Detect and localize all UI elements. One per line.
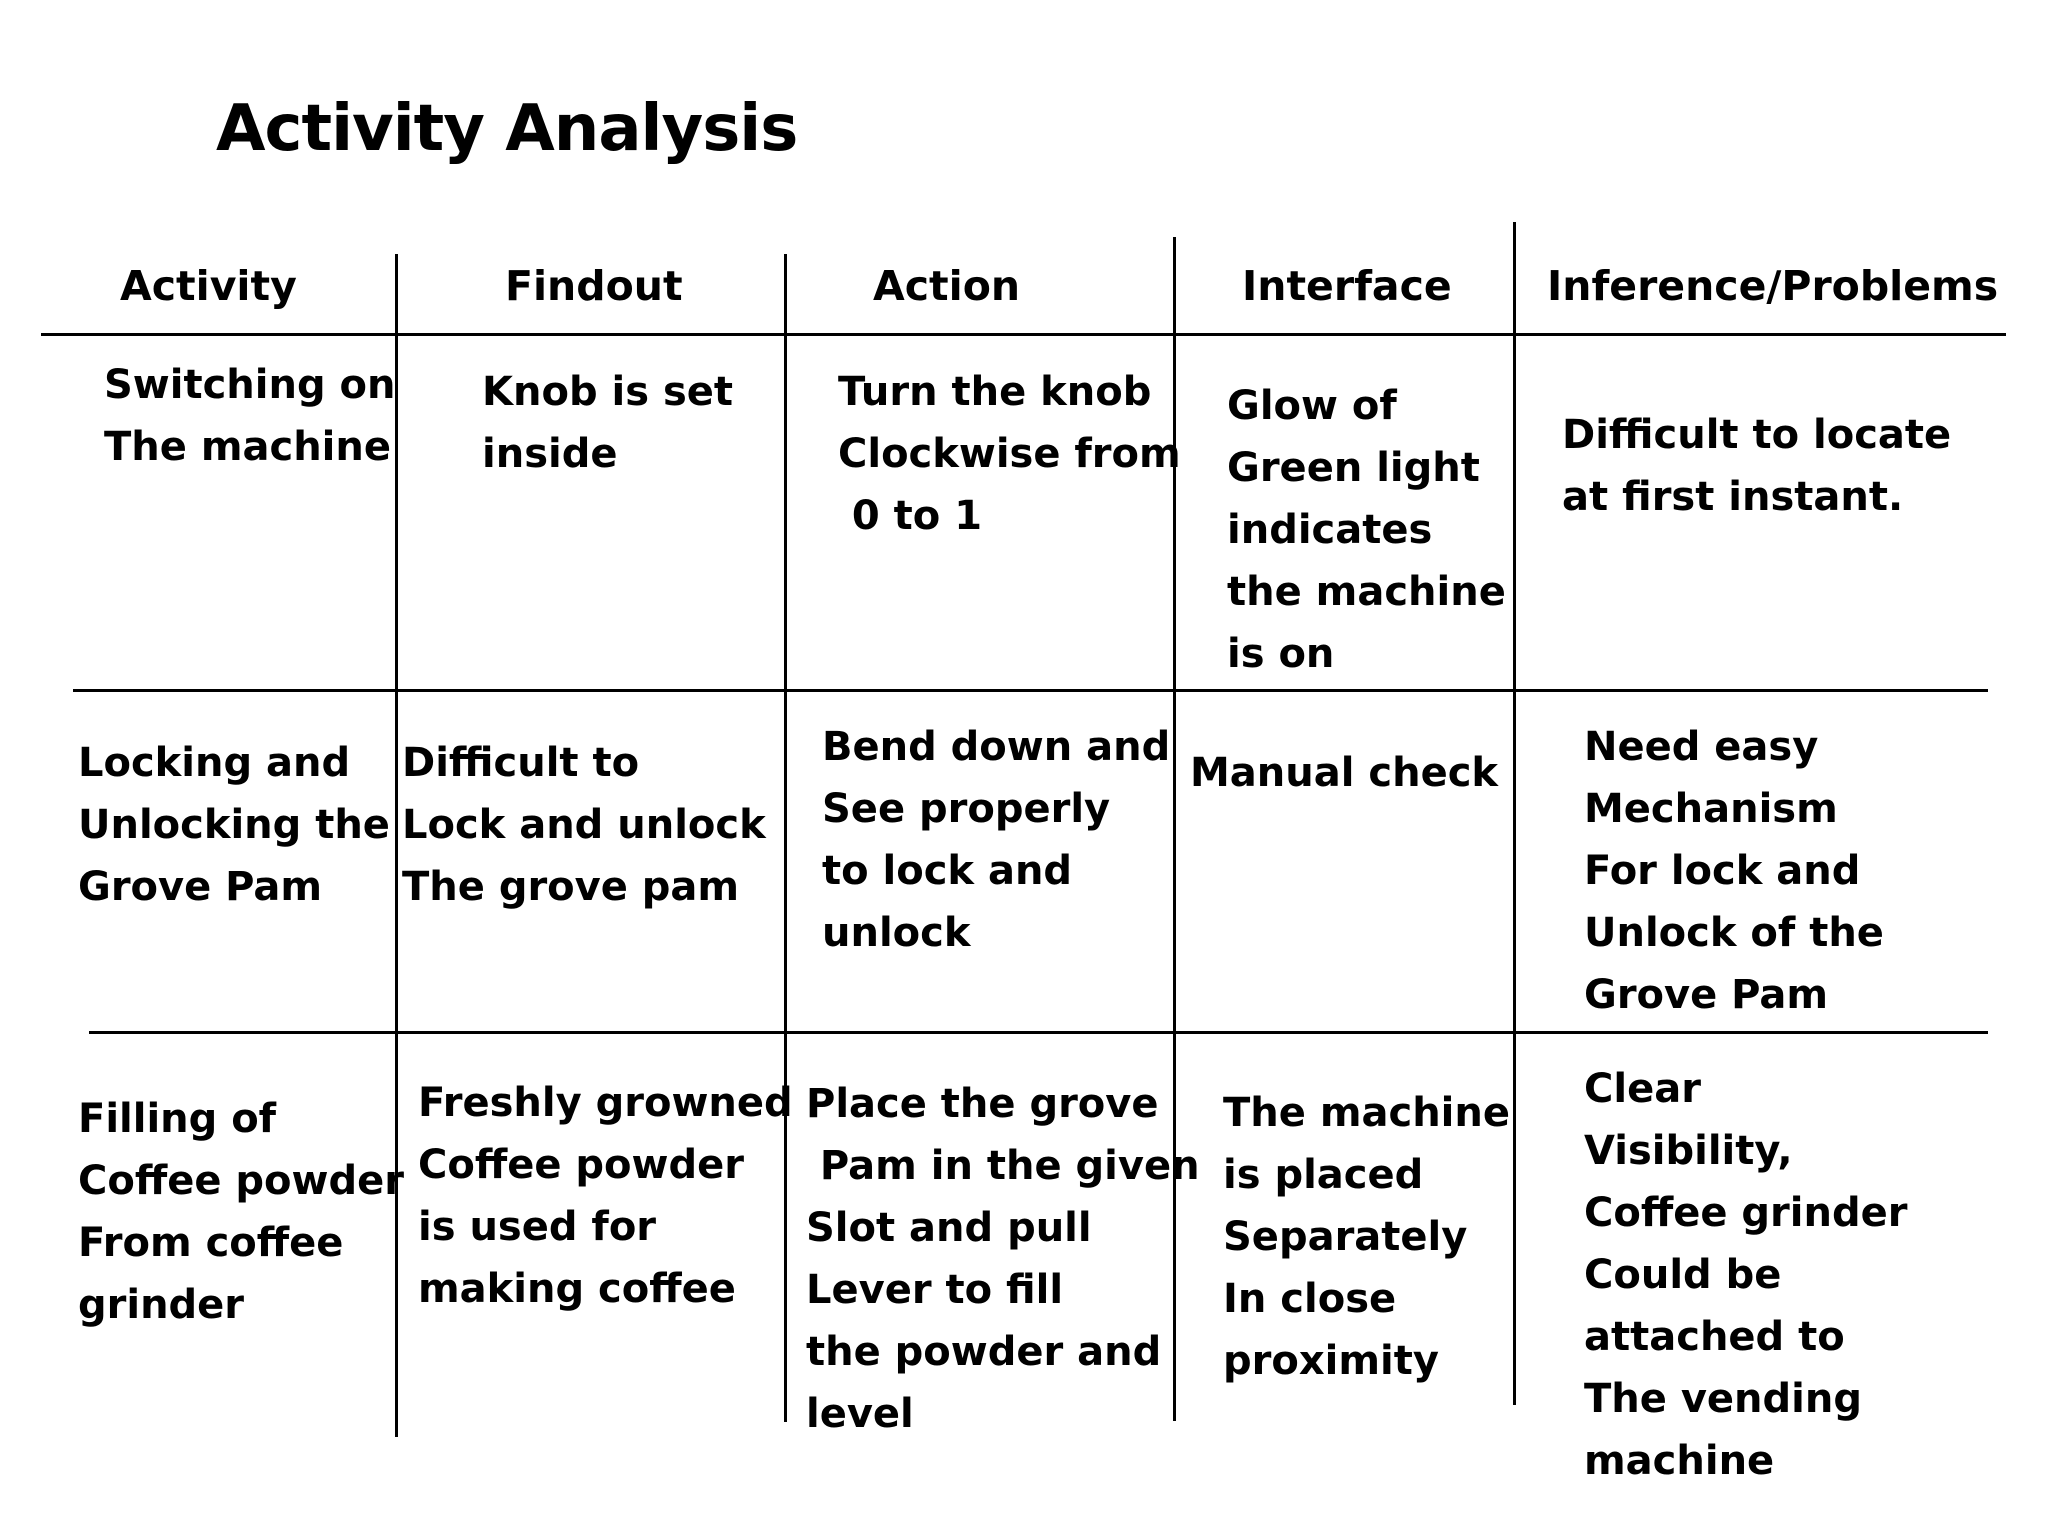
- row-2-action: Bend down and See properly to lock and unlock: [822, 724, 1171, 956]
- row-3-findout: Freshly growned Coffee powder is used for making coffee: [418, 1080, 793, 1312]
- row-1-interface: Glow of Green light indicates the machine is on: [1227, 383, 1506, 677]
- header-divider: [41, 333, 2006, 336]
- row-2-findout: Difficult to Lock and unlock The grove pam: [402, 740, 766, 910]
- row-1-action: Turn the knob Clockwise from 0 to 1: [838, 369, 1181, 539]
- header-activity: Activity: [120, 262, 297, 310]
- row-3-action: Place the grove Pam in the given Slot and pull Lever to fill the powder and level: [806, 1081, 1200, 1437]
- row-divider-2: [89, 1031, 1988, 1034]
- row-divider-1: [73, 689, 1988, 692]
- header-findout: Findout: [505, 262, 683, 310]
- row-1-findout: Knob is set inside: [482, 369, 734, 477]
- row-2-activity: Locking and Unlocking the Grove Pam: [78, 740, 390, 910]
- row-1-activity: Switching on The machine: [104, 362, 396, 470]
- row-2-inference: Need easy Mechanism For lock and Unlock of the Grove Pam: [1584, 724, 1884, 1018]
- row-2-interface: Manual check: [1190, 750, 1499, 796]
- column-divider-4: [1513, 222, 1516, 1405]
- header-interface: Interface: [1242, 262, 1452, 310]
- row-3-interface: The machine is placed Separately In close proximity: [1223, 1090, 1510, 1384]
- header-action: Action: [873, 262, 1021, 310]
- header-inference: Inference/Problems: [1547, 262, 1999, 310]
- row-1-inference: Difficult to locate at first instant.: [1562, 412, 1952, 520]
- page-title: Activity Analysis: [216, 92, 798, 166]
- row-3-activity: Filling of Coffee powder From coffee grinder: [78, 1096, 404, 1328]
- row-3-inference: Clear Visibility, Coffee grinder Could be attached to The vending machine: [1584, 1066, 1908, 1484]
